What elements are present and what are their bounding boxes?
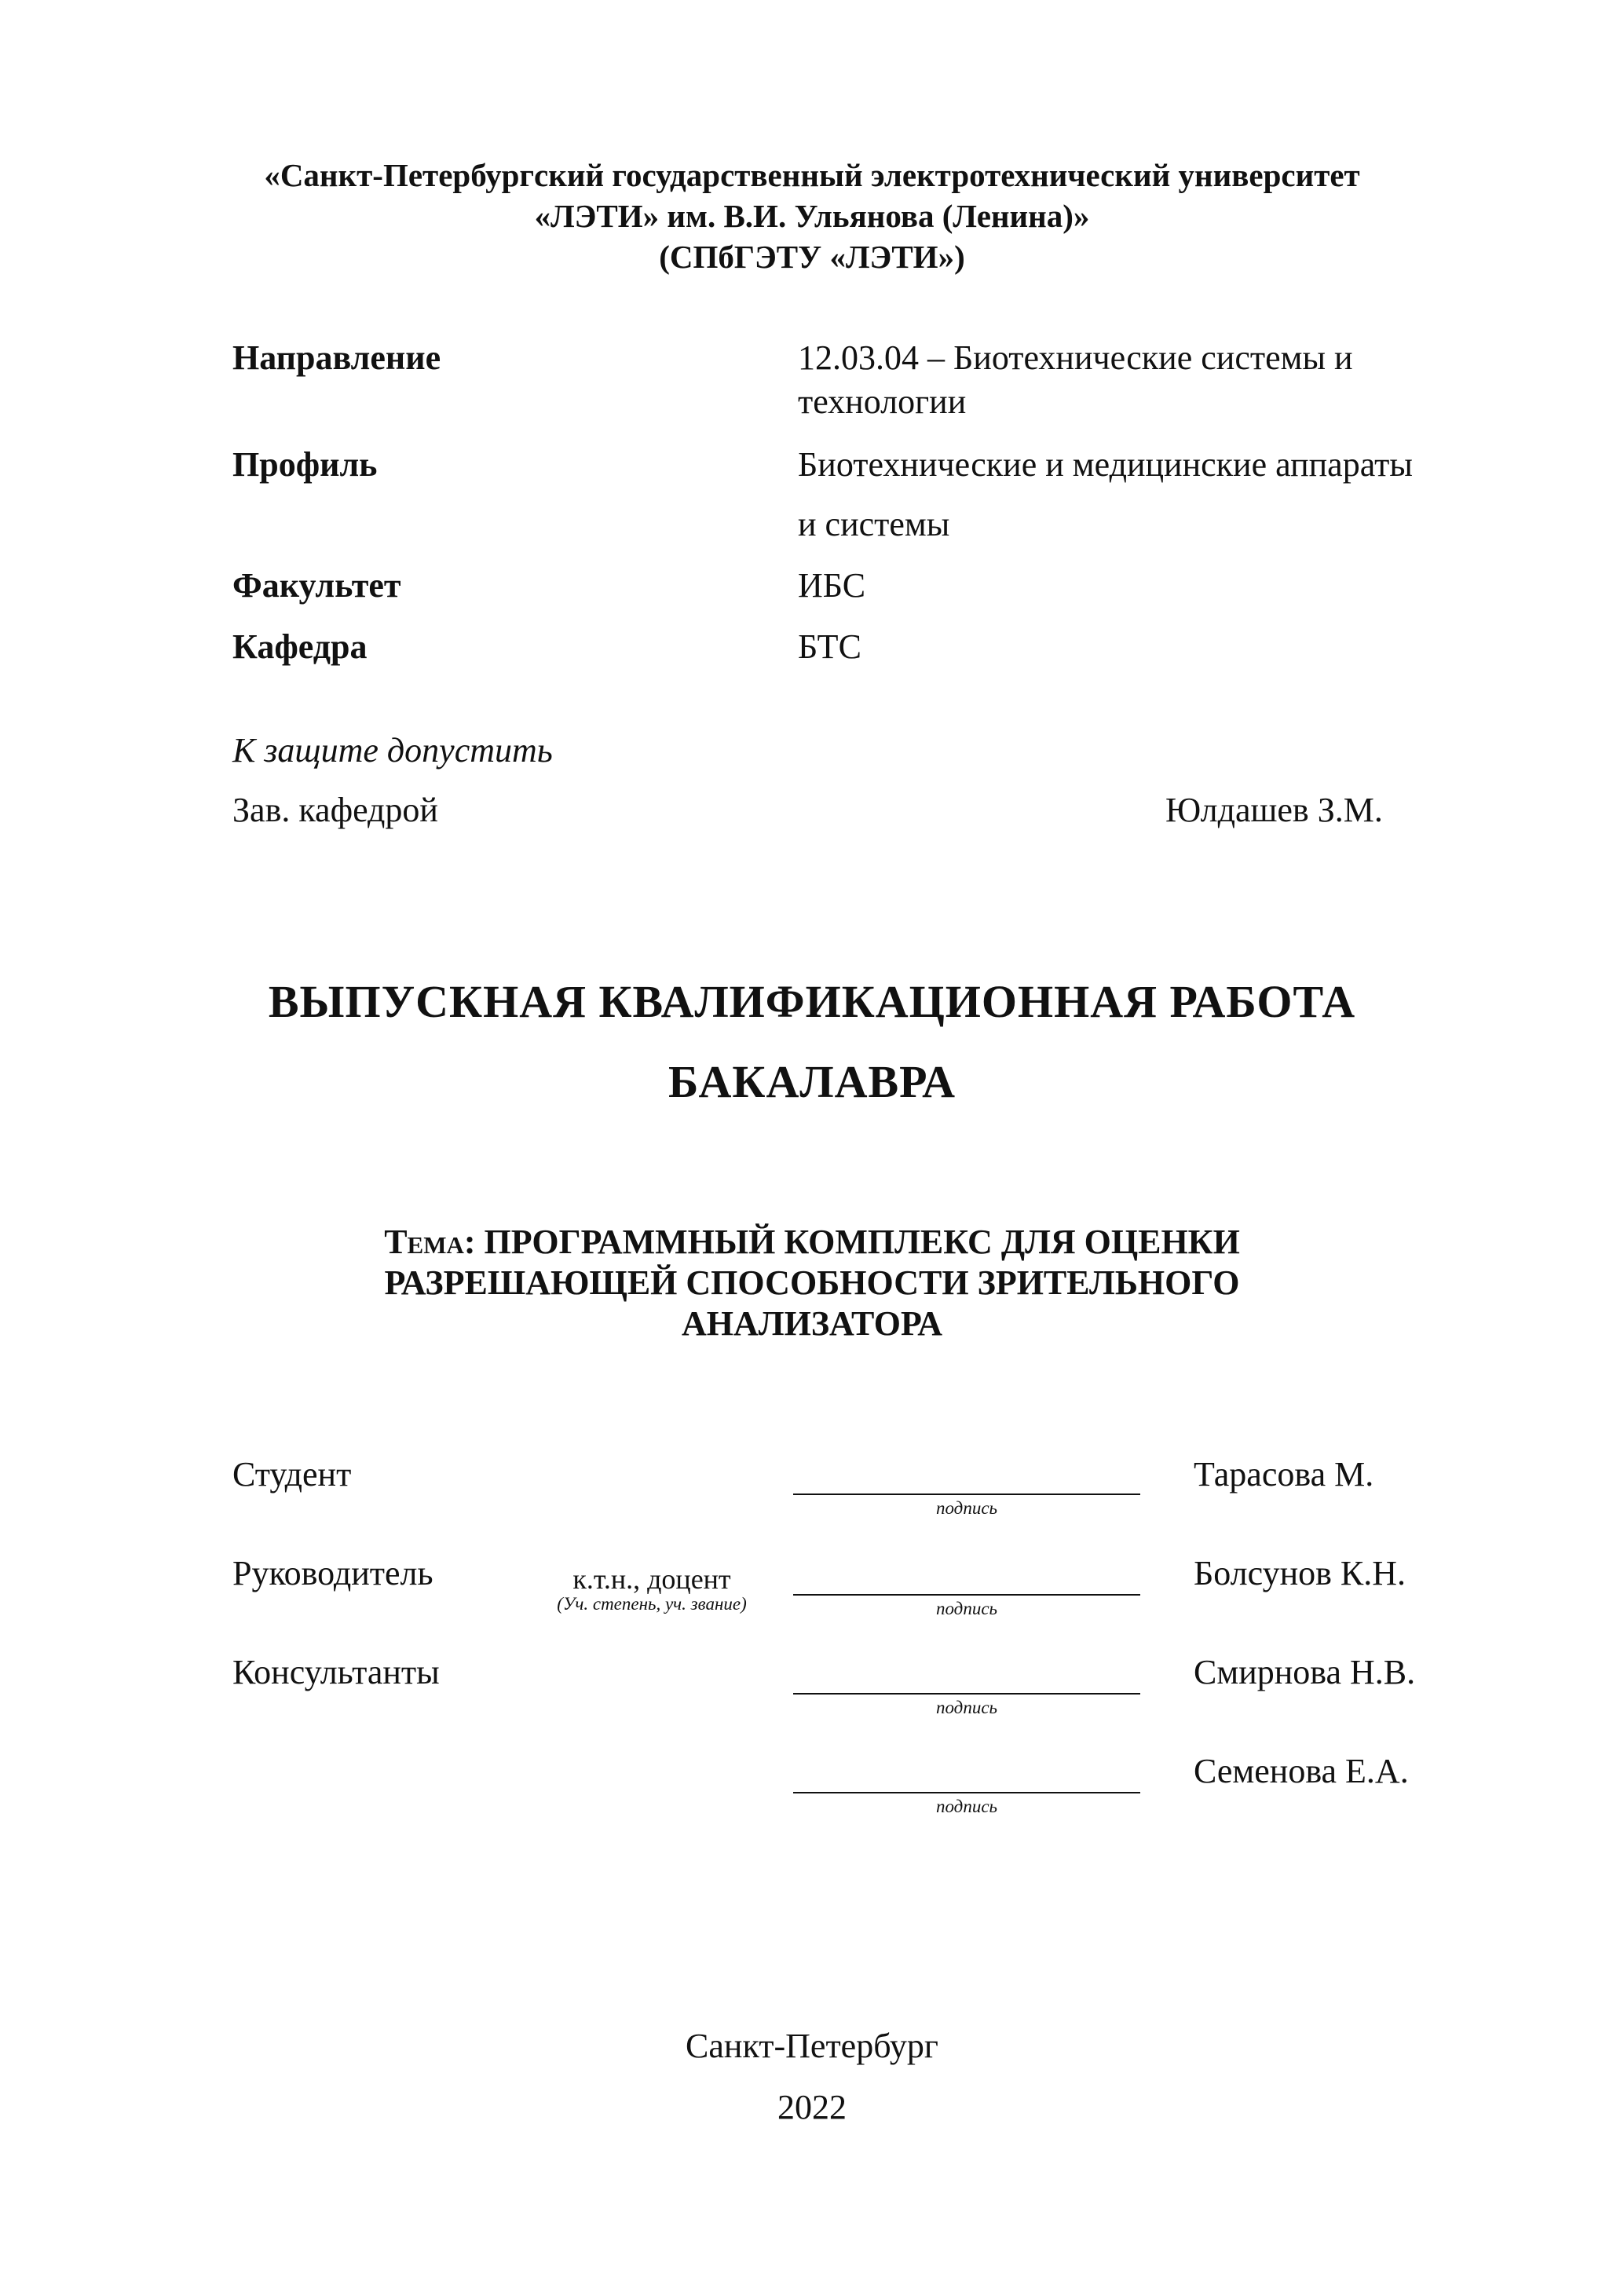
- supervisor-rank: к.т.н., доцент: [572, 1563, 731, 1595]
- consultant1-signature-line: [793, 1693, 1140, 1695]
- supervisor-rank-caption: (Уч. степень, уч. звание): [557, 1594, 747, 1614]
- admission-note: К защите допустить: [232, 731, 553, 770]
- topic-line3: АНАЛИЗАТОРА: [682, 1304, 942, 1343]
- student-name: Тарасова М.: [1194, 1455, 1374, 1493]
- department-value: БТС: [798, 627, 861, 666]
- profile-value-line2: и системы: [798, 505, 950, 543]
- topic-text-line1: ПРОГРАММНЫЙ КОМПЛЕКС ДЛЯ ОЦЕНКИ: [484, 1223, 1240, 1261]
- consultant2-signature-caption: подпись: [935, 1797, 997, 1816]
- direction-label: Направление: [232, 338, 441, 377]
- profile-value-line1: Биотехнические и медицинские аппараты: [798, 445, 1413, 484]
- topic-line1: [0, 1222, 1624, 1263]
- footer-year: 2022: [777, 2088, 847, 2126]
- profile-label: Профиль: [232, 445, 378, 484]
- supervisor-name: Болсунов К.Н.: [1194, 1554, 1406, 1592]
- topic-prefix: Тема:: [384, 1223, 476, 1261]
- consultant2-name: Семенова Е.А.: [1194, 1752, 1409, 1790]
- supervisor-label: Руководитель: [232, 1554, 433, 1592]
- footer-city: Санкт-Петербург: [686, 2027, 938, 2065]
- direction-value-line2: технологии: [798, 382, 967, 421]
- faculty-label: Факультет: [232, 566, 401, 605]
- student-signature-line: [793, 1493, 1140, 1495]
- student-signature-caption: подпись: [935, 1498, 997, 1518]
- university-name-line2: «ЛЭТИ» им. В.И. Ульянова (Ленина)»: [534, 198, 1090, 234]
- university-abbreviation: (СПбГЭТУ «ЛЭТИ»): [659, 239, 965, 275]
- faculty-value: ИБС: [798, 566, 866, 605]
- direction-value-line1: 12.03.04 – Биотехнические системы и: [798, 338, 1353, 377]
- work-title-line2: БАКАЛАВРА: [668, 1056, 956, 1107]
- consultants-label: Консультанты: [232, 1653, 440, 1691]
- supervisor-signature-caption: подпись: [935, 1599, 997, 1618]
- topic-line2: РАЗРЕШАЮЩЕЙ СПОСОБНОСТИ ЗРИТЕЛЬНОГО: [384, 1263, 1240, 1302]
- university-name-line1: «Санкт-Петербургский государственный электротехнический университет: [264, 157, 1360, 193]
- department-head-label: Зав. кафедрой: [232, 791, 438, 829]
- department-label: Кафедра: [232, 627, 368, 666]
- department-head-name: Юлдашев З.М.: [1165, 791, 1383, 829]
- supervisor-signature-line: [793, 1594, 1140, 1596]
- consultant1-signature-caption: подпись: [935, 1698, 997, 1717]
- consultant1-name: Смирнова Н.В.: [1194, 1653, 1416, 1691]
- student-label: Студент: [232, 1455, 352, 1493]
- work-title-line1: ВЫПУСКНАЯ КВАЛИФИКАЦИОННАЯ РАБОТА: [268, 976, 1356, 1027]
- consultant2-signature-line: [793, 1792, 1140, 1793]
